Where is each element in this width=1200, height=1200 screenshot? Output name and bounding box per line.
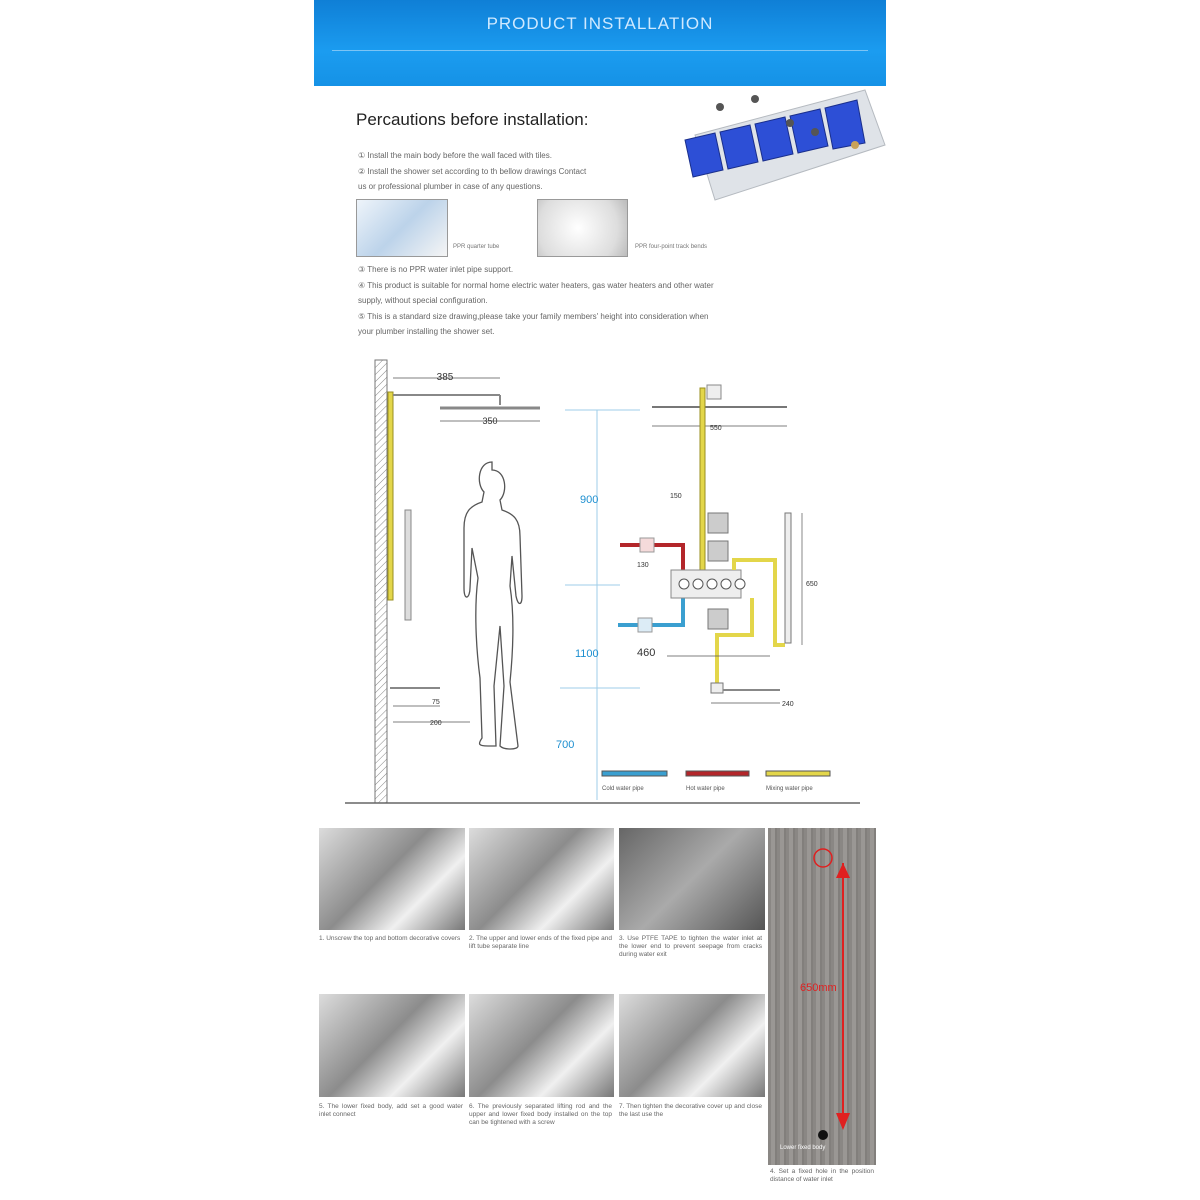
legend-mix-label: Mixing water pipe: [766, 786, 813, 792]
dim-75: 75: [432, 699, 440, 706]
thumb-caption: PPR four-point track bends: [635, 244, 708, 250]
step-7-caption: 7. Then tighten the decorative cover up and close the last use the: [619, 1103, 762, 1118]
step-6-caption: 6. The previously separated lifting rod and the upper and lower fixed body installed on the top can be tightened with a screw: [469, 1103, 612, 1126]
dim-385: 385: [436, 372, 454, 383]
precaution-item: ⑤ This is a standard size drawing,please take your family members' height into consideration when: [358, 311, 709, 321]
precautions-title: Percautions before installation:: [356, 110, 589, 129]
precaution-item: ③ There is no PPR water inlet pipe support.: [358, 265, 514, 274]
step-6-photo: [469, 994, 614, 1097]
precaution-item: ② Install the shower set according to th bellow drawings Contact: [358, 166, 587, 176]
precaution-item: ④ This product is suitable for normal home electric water heaters, gas water heaters and other water: [358, 280, 714, 290]
measure-label: 650mm: [800, 982, 837, 994]
mixing-pipe-left: [388, 392, 393, 600]
page-title: PRODUCT INSTALLATION: [486, 14, 714, 33]
slide-bar: [405, 510, 411, 620]
dim-1100: 1100: [575, 648, 599, 660]
legend-mix-swatch: [766, 771, 830, 776]
dim-700: 700: [556, 739, 575, 751]
dim-650: 650: [806, 581, 818, 588]
dim-900: 900: [580, 494, 599, 506]
step-2-photo: [469, 828, 614, 930]
dim-130: 130: [637, 562, 649, 569]
person-silhouette: [464, 462, 522, 749]
step-5-photo: [319, 994, 465, 1097]
dim-200: 200: [430, 720, 442, 727]
step-4-photo: [768, 828, 876, 1165]
dim-550: 550: [710, 425, 722, 432]
slide-rail: [785, 513, 791, 643]
precaution-item: your plumber installing the shower set.: [358, 327, 495, 336]
wall: [375, 360, 387, 803]
legend-cold-swatch: [602, 771, 667, 776]
legend-hot-swatch: [686, 771, 749, 776]
mixing-pipe-up: [700, 388, 705, 588]
dim-150: 150: [670, 493, 682, 500]
dim-460: 460: [637, 647, 656, 659]
step-5-caption: 5. The lower fixed body, add set a good water inlet connect: [319, 1103, 463, 1118]
step-2-caption: 2. The upper and lower ends of the fixed pipe and lift tube separate line: [469, 935, 612, 950]
legend-cold-label: Cold water pipe: [602, 786, 644, 792]
step-3-photo: [619, 828, 765, 930]
step-4-caption: 4. Set a fixed hole in the position distance of water inlet: [770, 1168, 874, 1183]
step-3-caption: 3. Use PTFE TAPE to tighten the water inlet at the lower end to prevent seepage from cracks during water exit: [619, 935, 762, 958]
precaution-item: us or professional plumber in case of any questions.: [358, 182, 543, 191]
precaution-item: ① Install the main body before the wall faced with tiles.: [358, 151, 552, 160]
dim-240: 240: [782, 701, 794, 708]
step-1-caption: 1. Unscrew the top and bottom decorative covers: [319, 935, 461, 942]
precaution-item: supply, without special configuration.: [358, 296, 488, 305]
dim-350: 350: [482, 416, 498, 426]
legend-hot-label: Hot water pipe: [686, 786, 725, 792]
step-7-photo: [619, 994, 765, 1097]
thumb-caption: PPR quarter tube: [453, 244, 500, 250]
lower-fixed-body-label: Lower fixed body: [780, 1145, 826, 1151]
step-1-photo: [319, 828, 465, 930]
